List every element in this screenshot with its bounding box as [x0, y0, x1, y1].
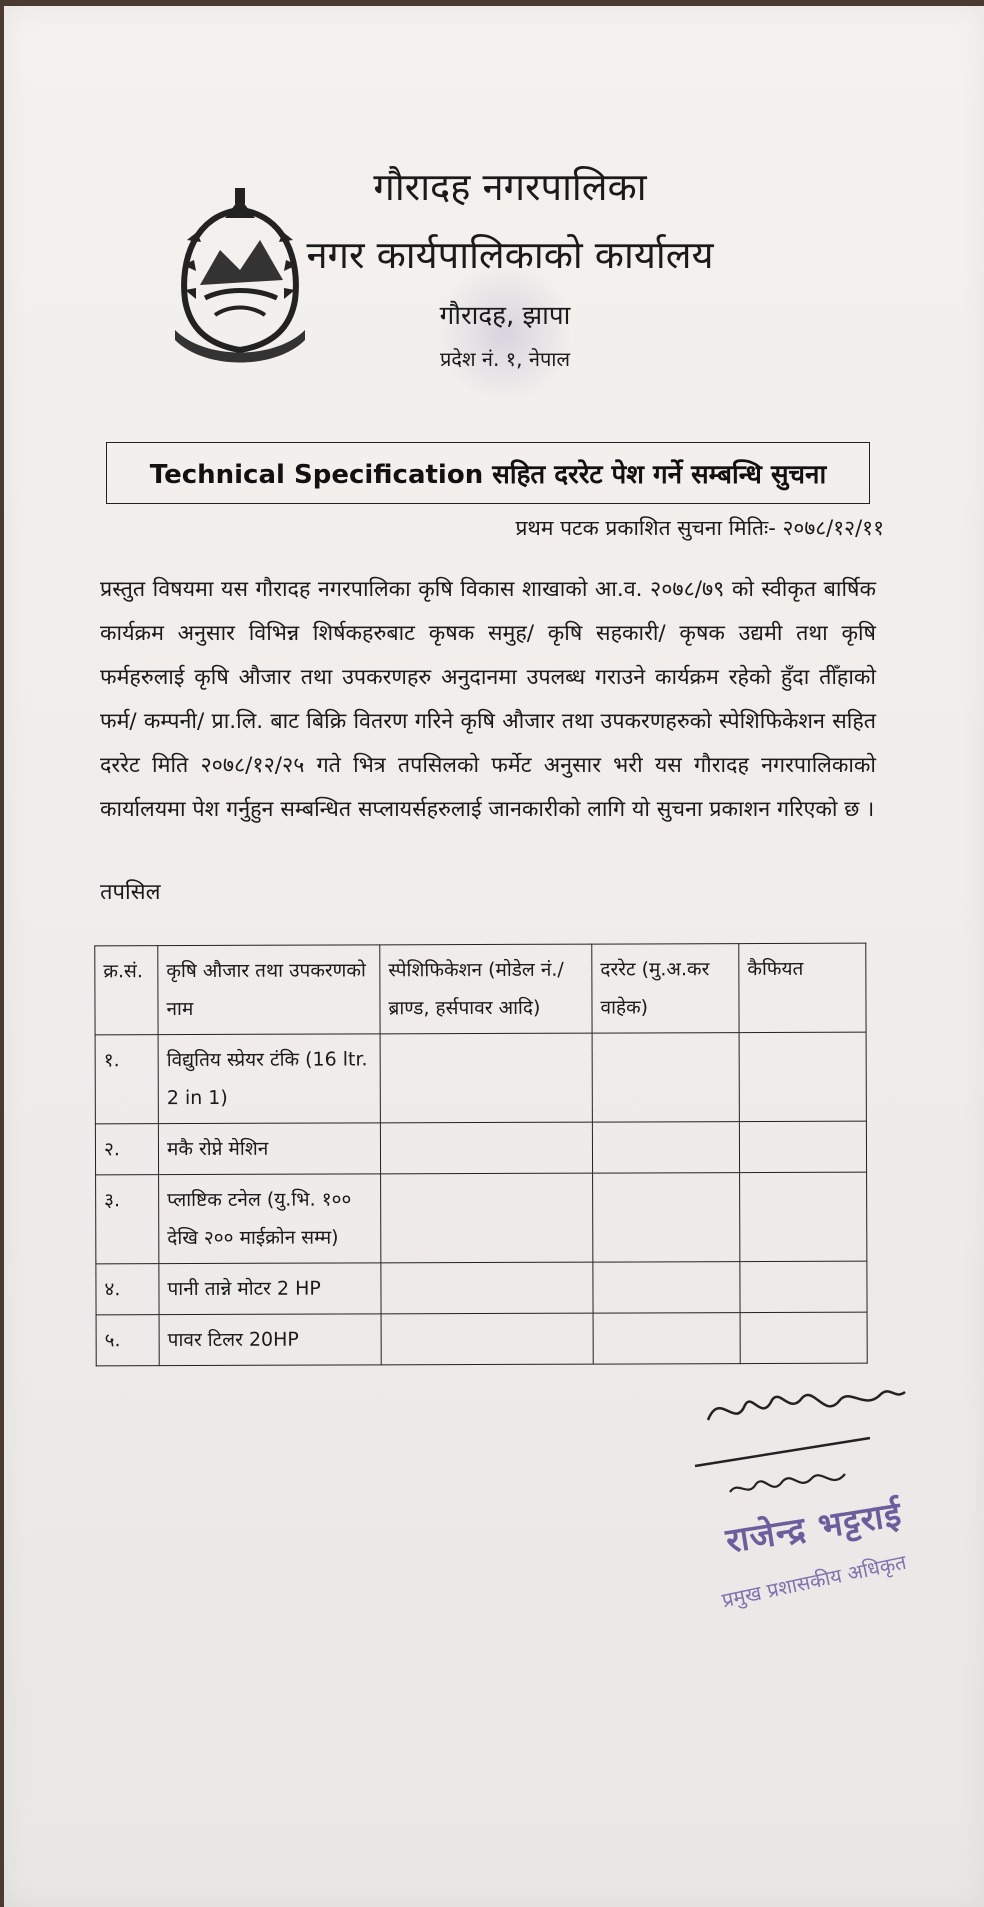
cell-rate	[593, 1262, 740, 1314]
cell-serial: ३.	[96, 1175, 159, 1264]
cell-specification	[380, 1033, 592, 1123]
officer-stamp-name: राजेन्द्र भट्टराई	[723, 1494, 905, 1562]
header-rate: दररेट (मु.अ.कर वाहेक)	[592, 944, 739, 1034]
cell-rate	[592, 1033, 739, 1123]
office-province: प्रदेश नं. १, नेपाल	[439, 347, 571, 371]
details-heading: तपसिल	[100, 880, 161, 905]
cell-serial: ४.	[96, 1264, 159, 1315]
cell-equipment: विद्युतिय स्प्रेयर टंकि (16 ltr. 2 in 1)	[158, 1034, 380, 1124]
cell-remarks	[740, 1172, 867, 1261]
cell-remarks	[739, 1032, 866, 1121]
nepal-emblem-icon	[165, 180, 315, 370]
office-name: नगर कार्यपालिकाको कार्यालय	[306, 233, 714, 277]
cell-specification	[380, 1122, 592, 1174]
header-serial: क्र.सं.	[95, 946, 158, 1035]
cell-specification	[381, 1262, 593, 1314]
cell-equipment: पावर टिलर 20HP	[159, 1314, 381, 1366]
cell-specification	[381, 1173, 593, 1263]
published-date: प्रथम पटक प्रकाशित सुचना मितिः- २०७८/१२/११	[515, 516, 884, 540]
table-header-row	[95, 943, 866, 1035]
cell-equipment: प्लाष्टिक टनेल (यु.भि. १०० देखि २०० माईक्रोन सम्म)	[159, 1174, 381, 1264]
cell-specification	[381, 1313, 593, 1365]
officer-stamp-title: प्रमुख प्रशासकीय अधिकृत	[719, 1549, 909, 1613]
cell-equipment: पानी तान्ने मोटर 2 HP	[159, 1263, 381, 1315]
header-remarks: कैफियत	[739, 943, 866, 1032]
cell-serial: ५.	[96, 1315, 159, 1366]
table-row	[95, 1032, 866, 1124]
notice-body: प्रस्तुत विषयमा यस गौरादह नगरपालिका कृषि विकास शाखाको आ.व. २०७८/७९ को स्वीकृत बार्षिक कार्यक्रम अनुसार विभिन्न शिर्षकहरुबाट कृषक समुह/ कृषि सहकारी/ कृषक उद्यमी तथा कृषि फर्महरुलाई कृषि औजार तथा उपकरणहरु अनुदानमा उपलब्ध गराउने कार्यक्रम रहेको हुँदा तीँहाको फर्म/ कम्पनी/ प्रा.लि. बाट बिक्रि वितरण गरिने कृषि औजार तथा उपकरणहरुको स्पेशिफिकेशन सहित दररेट मिति २०७८/१२/२५ गते भित्र तपसिलको फर्मेट अनुसार भरी यस गौरादह नगरपालिकाको कार्यालयमा पेश गर्नुहुन सम्बन्धित सप्लायर्सहरुलाई जानकारीको लागि यो सुचना प्रकाशन गरिएको छ ।	[100, 577, 876, 822]
cell-remarks	[740, 1261, 867, 1312]
cell-serial: २.	[95, 1124, 158, 1175]
table-row	[96, 1261, 867, 1315]
table-row	[95, 1121, 866, 1175]
municipality-name: गौरादह नगरपालिका	[373, 165, 647, 209]
cell-equipment: मकै रोप्ने मेशिन	[158, 1123, 380, 1175]
header-specification: स्पेशिफिकेशन (मोडेल नं./ ब्राण्ड, हर्सपावर आदि)	[380, 944, 592, 1034]
cell-rate	[593, 1173, 740, 1263]
office-location: गौरादह, झापा	[439, 301, 571, 331]
table-row	[96, 1312, 867, 1366]
cell-serial: १.	[95, 1035, 158, 1124]
cell-remarks	[739, 1121, 866, 1172]
cell-rate	[593, 1313, 740, 1365]
table-row	[96, 1172, 867, 1264]
notice-title: Technical Specification सहित दररेट पेश गर्ने सम्बन्धि सुचना	[106, 442, 870, 504]
cell-remarks	[740, 1312, 867, 1363]
cell-rate	[592, 1122, 739, 1174]
equipment-table	[94, 943, 867, 1367]
header-equipment-name: कृषि औजार तथा उपकरणको नाम	[158, 945, 380, 1035]
office-seal-stamp	[440, 258, 570, 408]
